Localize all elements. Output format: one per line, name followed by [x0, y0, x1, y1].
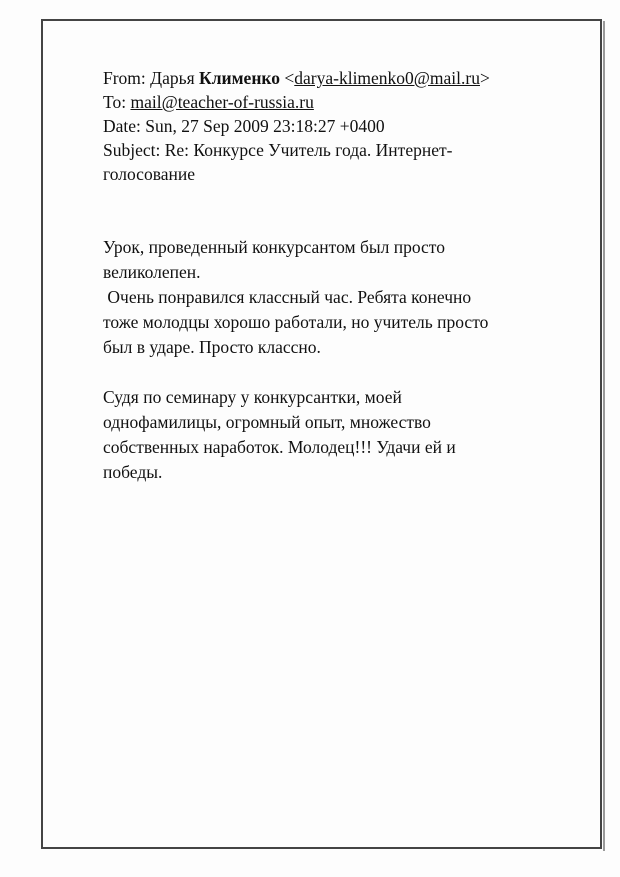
sender-email-link[interactable]: darya-klimenko0@mail.ru [294, 68, 480, 88]
email-header [103, 66, 573, 186]
paragraph-1-line-1: Урок, проведенный конкурсантом был просто [103, 237, 445, 257]
from-line [103, 66, 573, 90]
paragraph-1-line-2: великолепен. [103, 262, 201, 282]
subject-text-line2: голосование [103, 164, 195, 184]
paragraph-3-line-2: однофамилицы, огромный опыт, множество [103, 412, 431, 432]
date-value: Sun, 27 Sep 2009 23:18:27 +0400 [145, 116, 385, 136]
paragraph-2-line-1: Очень понравился классный час. Ребята конечно [103, 287, 472, 307]
paragraph-3-line-3: собственных наработок. Молодец!!! Удачи ей и [103, 437, 456, 457]
email-body [103, 235, 573, 485]
sender-first-name: Дарья [150, 68, 195, 88]
subject-text-line1: Re: Конкурсе Учитель года. Интернет- [164, 140, 453, 160]
to-line [103, 90, 573, 114]
to-label: To: [103, 92, 127, 112]
paragraph-2-line-2: тоже молодцы хорошо работали, но учитель просто [103, 312, 489, 332]
date-label: Date: [103, 116, 141, 136]
subject-label: Subject: [103, 140, 161, 160]
subject-line [103, 138, 573, 162]
date-line [103, 114, 573, 138]
sender-email-close: > [479, 68, 490, 88]
paragraph-3-line-1: Судя по семинару у конкурсантки, моей [103, 387, 402, 407]
recipient-email-link[interactable]: mail@teacher-of-russia.ru [130, 92, 314, 112]
sender-last-name: Клименко [199, 68, 281, 88]
paragraph-gap [103, 360, 573, 385]
paragraph-3-line-4: победы. [103, 462, 163, 482]
page-border-shadow [603, 21, 605, 851]
sender-email-open: < [284, 68, 295, 88]
from-label: From: [103, 68, 146, 88]
paragraph-2-line-3: был в ударе. Просто классно. [103, 337, 321, 357]
